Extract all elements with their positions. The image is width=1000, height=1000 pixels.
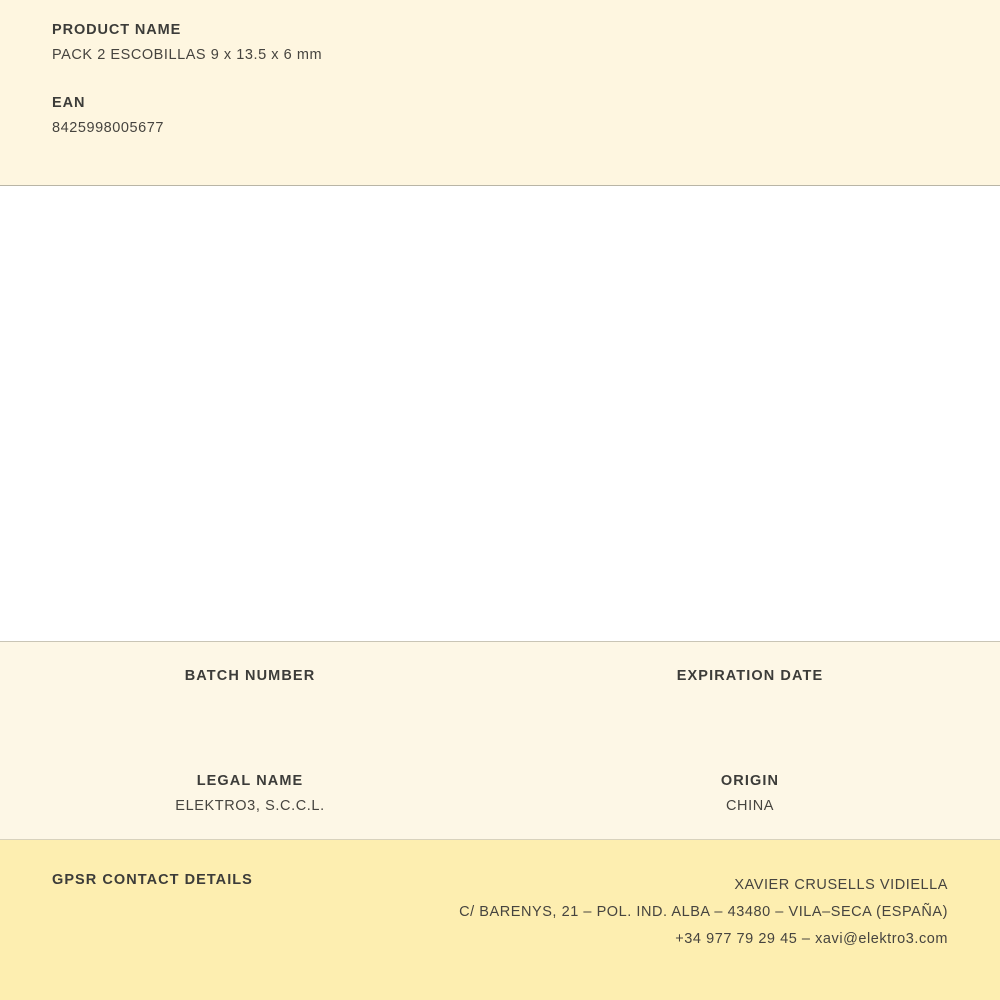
gpsr-footer [0,840,1000,1000]
batch-number-cell [0,668,500,711]
product-name-label: PRODUCT NAME [52,22,182,38]
legal-name-label: LEGAL NAME [196,773,304,789]
gpsr-contact-phone-email: +34 977 79 29 45 – xavi@elektro3.com [675,931,948,947]
field-spacer [0,63,1000,95]
legal-name-cell [0,773,500,816]
product-name-field [0,22,1000,63]
gpsr-contact-title: GPSR CONTACT DETAILS [52,872,253,888]
batch-number-value [0,693,500,711]
gpsr-contact-block [459,872,948,953]
expiration-date-value [500,693,1000,711]
ean-value: 8425998005677 [52,120,164,136]
ean-field [0,95,1000,136]
product-image-area [0,186,1000,642]
ean-label: EAN [52,95,86,111]
details-section [0,642,1000,840]
gpsr-contact-address: C/ BARENYS, 21 – POL. IND. ALBA – 43480 – VILA–SECA (ESPAÑA) [459,904,948,920]
legal-name-value: ELEKTRO3, S.C.C.L. [175,798,325,814]
batch-number-label: BATCH NUMBER [184,668,316,684]
origin-value: CHINA [725,798,775,814]
details-row-legal-origin [0,773,1000,816]
expiration-date-label: EXPIRATION DATE [676,668,824,684]
product-name-value: PACK 2 ESCOBILLAS 9 x 13.5 x 6 mm [52,47,323,63]
details-row-batch-expiration [0,668,1000,711]
origin-label: ORIGIN [720,773,780,789]
origin-cell [500,773,1000,816]
gpsr-contact-name: XAVIER CRUSELLS VIDIELLA [734,877,948,893]
expiration-date-cell [500,668,1000,711]
product-info-section [0,0,1000,186]
